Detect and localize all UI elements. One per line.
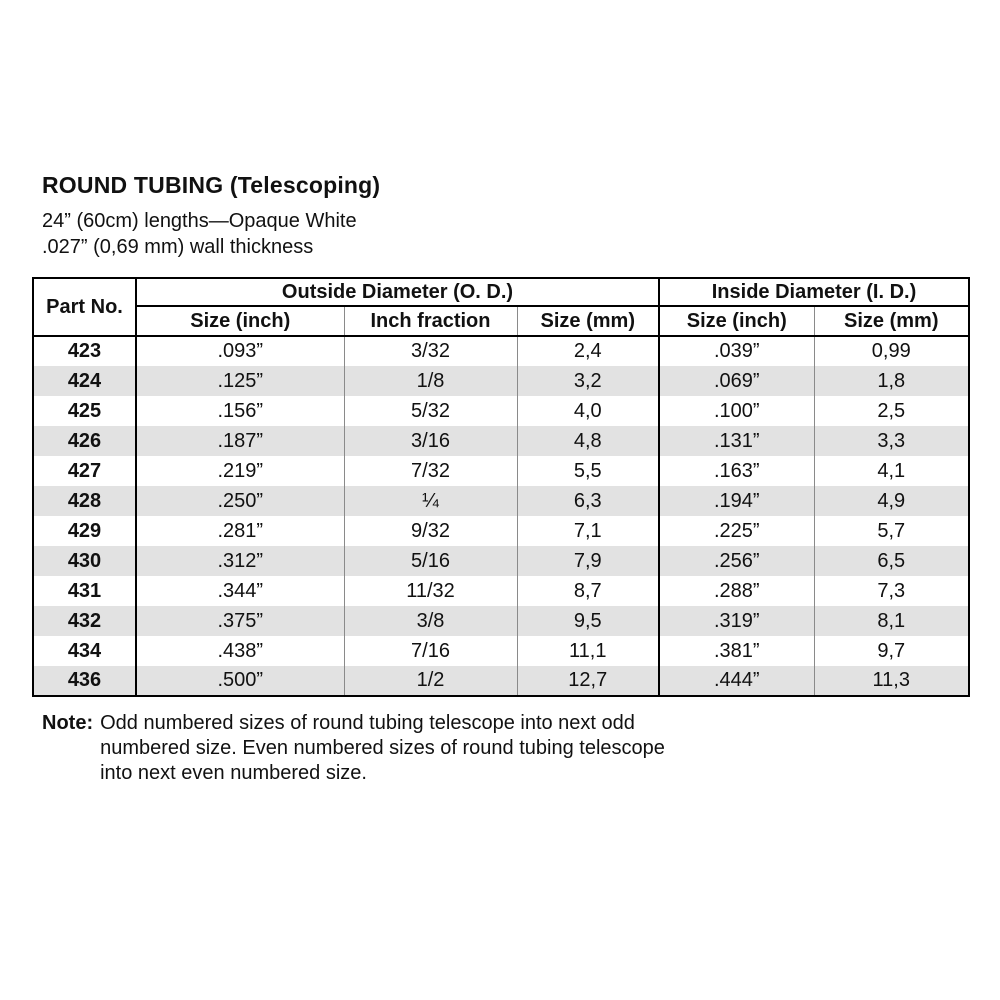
part-no-cell: 430	[33, 546, 136, 576]
od-fraction-cell: 5/16	[344, 546, 517, 576]
id-inch-cell: .069”	[659, 366, 814, 396]
part-no-cell: 434	[33, 636, 136, 666]
od-fraction-cell: 1/8	[344, 366, 517, 396]
subtitle-wall-thickness: .027” (0,69 mm) wall thickness	[42, 236, 314, 258]
od-mm-cell: 11,1	[517, 636, 659, 666]
od-mm-cell: 9,5	[517, 606, 659, 636]
id-inch-cell: .444”	[659, 666, 814, 696]
part-no-cell: 432	[33, 606, 136, 636]
footnote	[42, 711, 685, 786]
id-mm-cell: 5,7	[877, 519, 906, 542]
table-row-428	[33, 486, 969, 516]
col-header-od-size-mm: Size (mm)	[517, 306, 659, 336]
od-mm-cell: 2,4	[517, 336, 659, 366]
id-mm-cell: 4,1	[877, 459, 906, 482]
od-inch-cell: .281”	[136, 516, 344, 546]
id-inch-cell: .039”	[659, 336, 814, 366]
id-mm-cell: 8,1	[877, 609, 906, 632]
od-inch-cell: .375”	[136, 606, 344, 636]
part-no-cell: 423	[33, 336, 136, 366]
od-mm-cell: 4,0	[517, 396, 659, 426]
id-mm-cell: 7,3	[877, 579, 906, 602]
od-mm-cell: 7,1	[517, 516, 659, 546]
od-fraction-cell: 5/32	[344, 396, 517, 426]
note-label: Note:	[42, 712, 94, 734]
id-mm-cell: 4,9	[877, 489, 906, 512]
header-sub-row	[33, 306, 969, 336]
id-inch-cell: .131”	[659, 426, 814, 456]
od-fraction-cell: 1/2	[344, 666, 517, 696]
id-inch-cell: .194”	[659, 486, 814, 516]
document-heading	[42, 172, 380, 260]
id-inch-cell: .100”	[659, 396, 814, 426]
od-fraction-cell: 9/32	[344, 516, 517, 546]
part-no-cell: 427	[33, 456, 136, 486]
od-fraction-cell: 3/16	[344, 426, 517, 456]
id-mm-cell: 0,99	[871, 340, 911, 362]
table-row-432	[33, 606, 969, 636]
subtitle-lengths: 24” (60cm) lengths—Opaque White	[42, 210, 357, 232]
part-no-cell: 426	[33, 426, 136, 456]
od-fraction-cell: 7/16	[344, 636, 517, 666]
id-inch-cell: .256”	[659, 546, 814, 576]
od-inch-cell: .500”	[136, 666, 344, 696]
table-row-426	[33, 426, 969, 456]
table-row-431	[33, 576, 969, 606]
part-no-cell: 431	[33, 576, 136, 606]
col-group-outside-diameter: Outside Diameter (O. D.)	[136, 278, 659, 306]
col-header-od-inch-fraction: Inch fraction	[344, 306, 517, 336]
page-title: ROUND TUBING (Telescoping)	[42, 172, 381, 198]
table-row-434	[33, 636, 969, 666]
od-mm-cell: 12,7	[517, 666, 659, 696]
tubing-spec-table	[32, 277, 970, 697]
id-mm-cell: 2,5	[877, 399, 906, 422]
od-mm-cell: 7,9	[517, 546, 659, 576]
id-mm-cell: 6,5	[877, 549, 906, 572]
od-fraction-cell: 7/32	[344, 456, 517, 486]
note-text: Odd numbered sizes of round tubing telescope into next odd numbered size. Even numbered sizes of round tubing telescope into next even numbered size.	[100, 712, 665, 784]
id-inch-cell: .288”	[659, 576, 814, 606]
od-inch-cell: .219”	[136, 456, 344, 486]
od-inch-cell: .344”	[136, 576, 344, 606]
od-mm-cell: 3,2	[517, 366, 659, 396]
od-inch-cell: .187”	[136, 426, 344, 456]
od-mm-cell: 6,3	[517, 486, 659, 516]
col-group-inside-diameter: Inside Diameter (I. D.)	[659, 278, 969, 306]
table-row-429	[33, 516, 969, 546]
col-header-part-no: Part No.	[33, 278, 136, 336]
part-no-cell: 436	[33, 666, 136, 696]
od-mm-cell: 8,7	[517, 576, 659, 606]
od-fraction-cell: 3/8	[344, 606, 517, 636]
id-mm-cell: 9,7	[877, 639, 906, 662]
od-inch-cell: .156”	[136, 396, 344, 426]
od-inch-cell: .438”	[136, 636, 344, 666]
col-header-od-size-inch: Size (inch)	[136, 306, 344, 336]
od-mm-cell: 5,5	[517, 456, 659, 486]
table-row-425	[33, 396, 969, 426]
table-row-427	[33, 456, 969, 486]
col-header-id-size-mm: Size (mm)	[814, 306, 969, 336]
od-inch-cell: .312”	[136, 546, 344, 576]
part-no-cell: 428	[33, 486, 136, 516]
id-inch-cell: .381”	[659, 636, 814, 666]
table-row-430	[33, 546, 969, 576]
id-inch-cell: .163”	[659, 456, 814, 486]
od-fraction-cell: 3/32	[344, 336, 517, 366]
od-fraction-cell: ¼	[344, 486, 517, 516]
od-mm-cell: 4,8	[517, 426, 659, 456]
table-row-423	[33, 336, 969, 366]
id-mm-cell: 3,3	[877, 429, 906, 452]
od-inch-cell: .125”	[136, 366, 344, 396]
col-header-id-size-inch: Size (inch)	[659, 306, 814, 336]
part-no-cell: 424	[33, 366, 136, 396]
id-mm-cell: 1,8	[877, 369, 906, 392]
header-group-row	[33, 278, 969, 306]
id-inch-cell: .319”	[659, 606, 814, 636]
od-inch-cell: .093”	[136, 336, 344, 366]
part-no-cell: 425	[33, 396, 136, 426]
id-mm-cell: 11,3	[872, 669, 910, 691]
od-fraction-cell: 11/32	[344, 576, 517, 606]
od-inch-cell: .250”	[136, 486, 344, 516]
table-row-424	[33, 366, 969, 396]
table-row-436	[33, 666, 969, 696]
part-no-cell: 429	[33, 516, 136, 546]
id-inch-cell: .225”	[659, 516, 814, 546]
